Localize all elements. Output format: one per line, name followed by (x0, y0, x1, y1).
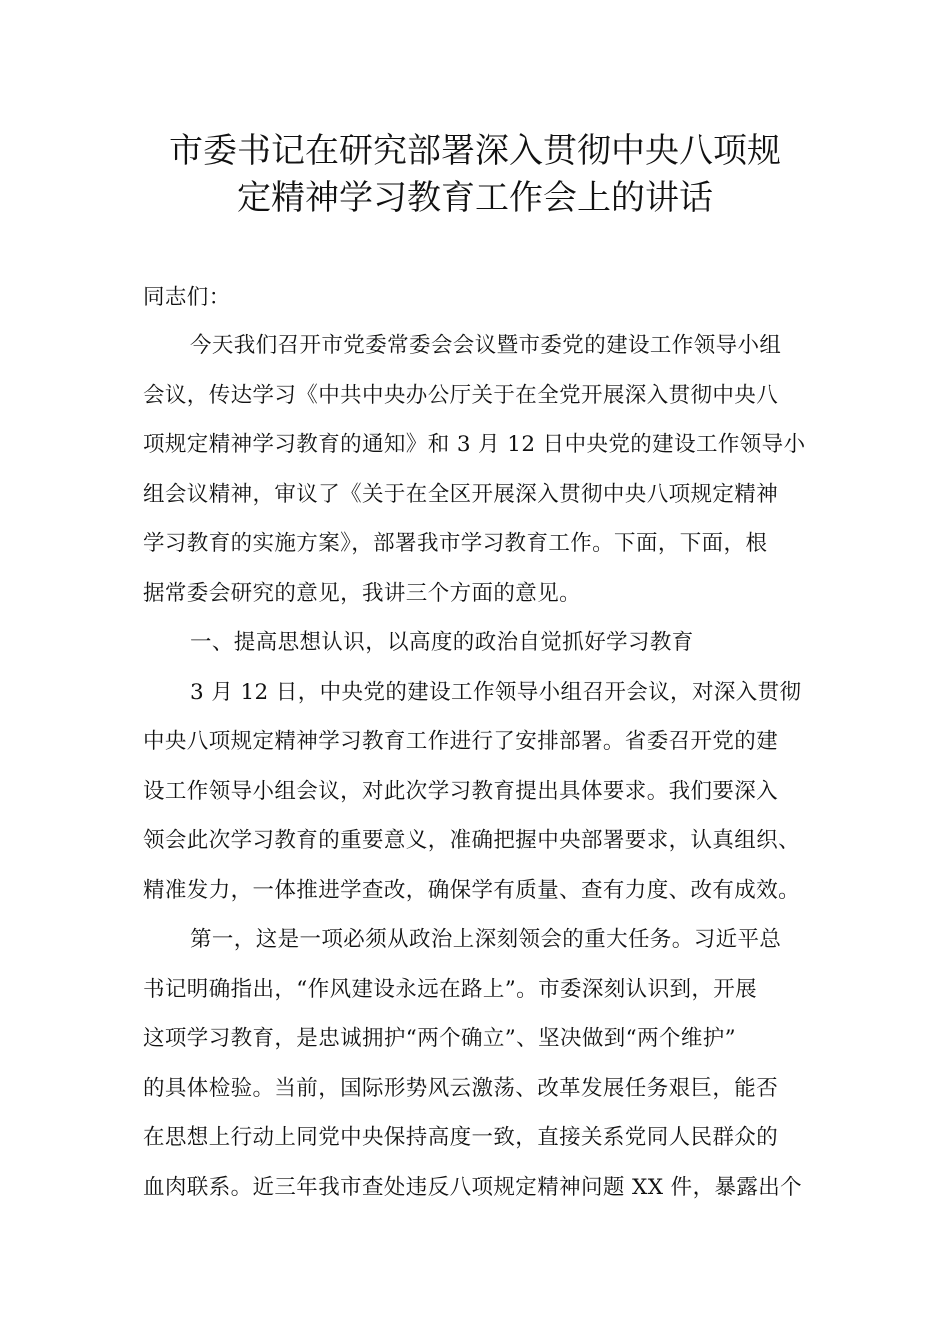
paragraph-line: 第一，这是一项必须从政治上深刻领会的重大任务。习近平总 (190, 927, 782, 952)
document-title-line-1: 市委书记在研究部署深入贯彻中央八项规 (169, 131, 781, 171)
paragraph-line: 会议，传达学习《中共中央办公厅关于在全党开展深入贯彻中央八 (143, 383, 779, 408)
paragraph-line: 领会此次学习教育的重要意义，准确把握中央部署要求，认真组织、 (143, 828, 801, 853)
paragraph-line: 3 月 12 日，中央党的建设工作领导小组召开会议，对深入贯彻 (190, 680, 802, 705)
paragraph-line: 中央八项规定精神学习教育工作进行了安排部署。省委召开党的建 (143, 729, 779, 754)
paragraph-line: 一、提高思想认识，以高度的政治自觉抓好学习教育 (190, 630, 694, 655)
paragraph-line: 学习教育的实施方案》，部署我市学习教育工作。下面，下面，根 (143, 531, 768, 556)
salutation: 同志们： (143, 285, 231, 310)
paragraph-line: 组会议精神，审议了《关于在全区开展深入贯彻中央八项规定精神 (143, 482, 779, 507)
paragraph-line: 今天我们召开市党委常委会会议暨市委党的建设工作领导小组 (190, 333, 782, 358)
document-title-line-2: 定精神学习教育工作会上的讲话 (237, 178, 713, 218)
paragraph-line: 血肉联系。近三年我市查处违反八项规定精神问题 XX 件，暴露出个 (143, 1175, 803, 1200)
paragraph-line: 在思想上行动上同党中央保持高度一致，直接关系党同人民群众的 (143, 1125, 779, 1150)
paragraph-line: 精准发力，一体推进学查改，确保学有质量、查有力度、改有成效。 (143, 878, 801, 903)
paragraph-line: 的具体检验。当前，国际形势风云激荡、改革发展任务艰巨，能否 (143, 1076, 779, 1101)
paragraph-line: 项规定精神学习教育的通知》和 3 月 12 日中央党的建设工作领导小 (143, 432, 806, 457)
paragraph-line: 这项学习教育，是忠诚拥护“两个确立”、坚决做到“两个维护” (143, 1026, 737, 1051)
paragraph-line: 据常委会研究的意见，我讲三个方面的意见。 (143, 581, 582, 606)
paragraph-line: 设工作领导小组会议，对此次学习教育提出具体要求。我们要深入 (143, 779, 779, 804)
paragraph-line: 书记明确指出，“作风建设永远在路上”。市委深刻认识到，开展 (143, 977, 758, 1002)
